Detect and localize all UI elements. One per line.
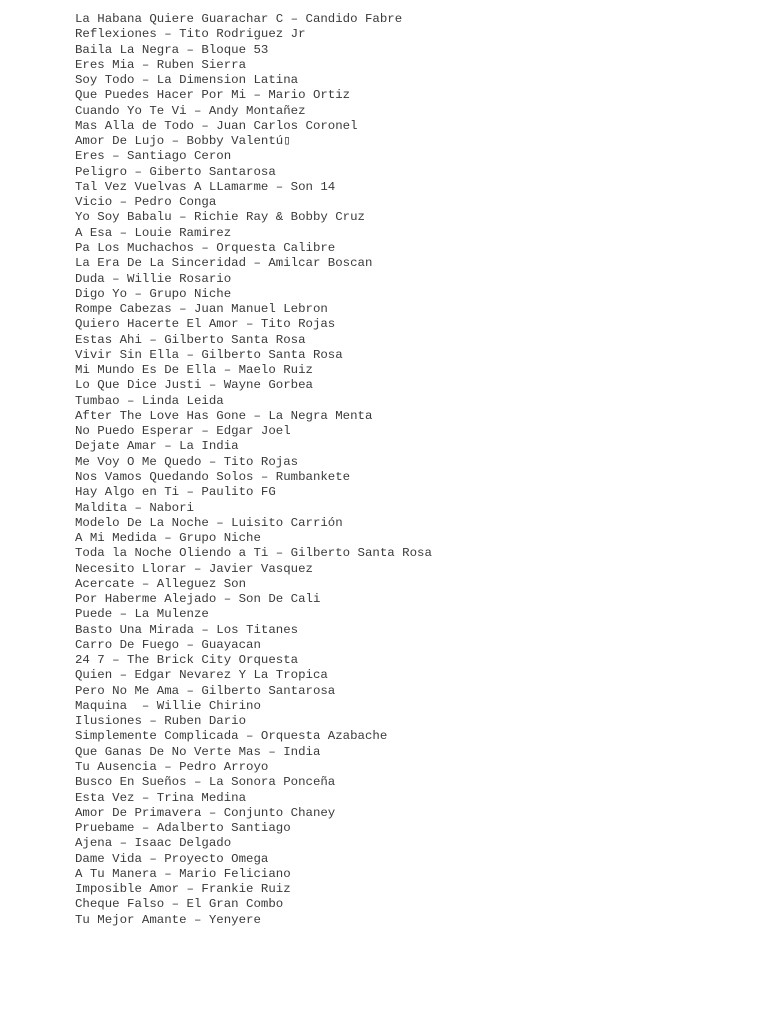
song-line: Quien – Edgar Nevarez Y La Tropica <box>75 668 328 683</box>
song-line: Digo Yo – Grupo Niche <box>75 286 232 301</box>
song-line: Quiero Hacerte El Amor – Tito Rojas <box>75 317 336 332</box>
song-line: Rompe Cabezas – Juan Manuel Lebron <box>75 302 328 317</box>
song-line: No Puedo Esperar – Edgar Joel <box>75 424 291 439</box>
song-line: Lo Que Dice Justi – Wayne Gorbea <box>75 378 313 393</box>
song-line: Vicio – Pedro Conga <box>75 195 217 210</box>
song-line: Basto Una Mirada – Los Titanes <box>75 622 299 637</box>
song-line: Cheque Falso – El Gran Combo <box>75 897 284 912</box>
song-line: Ilusiones – Ruben Dario <box>75 714 247 729</box>
song-line: Baila La Negra – Bloque 53 <box>75 42 269 57</box>
song-line: Dame Vida – Proyecto Omega <box>75 851 269 866</box>
song-line: After The Love Has Gone – La Negra Menta <box>75 408 373 423</box>
song-line: Puede – La Mulenze <box>75 607 209 622</box>
song-line: La Habana Quiere Guarachar C – Candido Fabre <box>75 12 403 26</box>
song-line: Pa Los Muchachos – Orquesta Calibre <box>75 240 336 255</box>
song-line: Vivir Sin Ella – Gilberto Santa Rosa <box>75 347 343 362</box>
song-line: Por Haberme Alejado – Son De Cali <box>75 592 321 607</box>
song-line: Yo Soy Babalu – Richie Ray & Bobby Cruz <box>75 210 365 225</box>
song-line: Amor De Primavera – Conjunto Chaney <box>75 805 336 820</box>
song-line: A Mi Medida – Grupo Niche <box>75 531 261 546</box>
song-line: Amor De Lujo – Bobby Valentú▯ <box>75 134 291 149</box>
song-line: Eres Mia – Ruben Sierra <box>75 57 247 72</box>
song-line: A Esa – Louie Ramirez <box>75 225 232 240</box>
song-line: Hay Algo en Ti – Paulito FG <box>75 485 276 500</box>
song-line: Tu Ausencia – Pedro Arroyo <box>75 760 269 775</box>
song-line: Maquina – Willie Chirino <box>75 698 261 713</box>
song-line: 24 7 – The Brick City Orquesta <box>75 653 299 668</box>
song-line: Peligro – Giberto Santarosa <box>75 164 276 179</box>
song-line: Me Voy O Me Quedo – Tito Rojas <box>75 454 299 469</box>
song-line: Que Puedes Hacer Por Mi – Mario Ortiz <box>75 88 351 103</box>
song-line: Mas Alla de Todo – Juan Carlos Coronel <box>75 118 358 133</box>
song-line: Duda – Willie Rosario <box>75 271 232 286</box>
song-line: Esta Vez – Trina Medina <box>75 790 247 805</box>
song-line: Toda la Noche Oliendo a Ti – Gilberto Santa Rosa <box>75 546 432 561</box>
song-line: Busco En Sueños – La Sonora Ponceña <box>75 775 336 790</box>
song-line: Dejate Amar – La India <box>75 439 239 454</box>
song-line: Necesito Llorar – Javier Vasquez <box>75 561 313 576</box>
song-line: Soy Todo – La Dimension Latina <box>75 73 299 88</box>
song-line: Imposible Amor – Frankie Ruiz <box>75 882 291 897</box>
song-line: Tu Mejor Amante – Yenyere <box>75 912 261 927</box>
song-line: Mi Mundo Es De Ella – Maelo Ruiz <box>75 363 313 378</box>
song-line: A Tu Manera – Mario Feliciano <box>75 866 291 881</box>
song-line: Pruebame – Adalberto Santiago <box>75 821 291 836</box>
song-line: Nos Vamos Quedando Solos – Rumbankete <box>75 469 351 484</box>
song-line: Reflexiones – Tito Rodriguez Jr <box>75 27 306 42</box>
song-line: Tumbao – Linda Leida <box>75 393 224 408</box>
song-list <box>75 12 432 928</box>
song-line: Acercate – Alleguez Son <box>75 576 247 591</box>
song-line: Simplemente Complicada – Orquesta Azabache <box>75 729 388 744</box>
song-line: Pero No Me Ama – Gilberto Santarosa <box>75 683 336 698</box>
song-line: La Era De La Sinceridad – Amilcar Boscan <box>75 256 373 271</box>
song-line: Cuando Yo Te Vi – Andy Montañez <box>75 103 306 118</box>
song-line: Que Ganas De No Verte Mas – India <box>75 744 321 759</box>
song-line: Ajena – Isaac Delgado <box>75 836 232 851</box>
song-line: Estas Ahi – Gilberto Santa Rosa <box>75 332 306 347</box>
song-line: Maldita – Nabori <box>75 500 194 515</box>
song-line: Carro De Fuego – Guayacan <box>75 637 261 652</box>
song-line: Eres – Santiago Ceron <box>75 149 232 164</box>
song-line: Modelo De La Noche – Luisito Carrión <box>75 515 343 530</box>
song-line: Tal Vez Vuelvas A LLamarme – Son 14 <box>75 179 336 194</box>
